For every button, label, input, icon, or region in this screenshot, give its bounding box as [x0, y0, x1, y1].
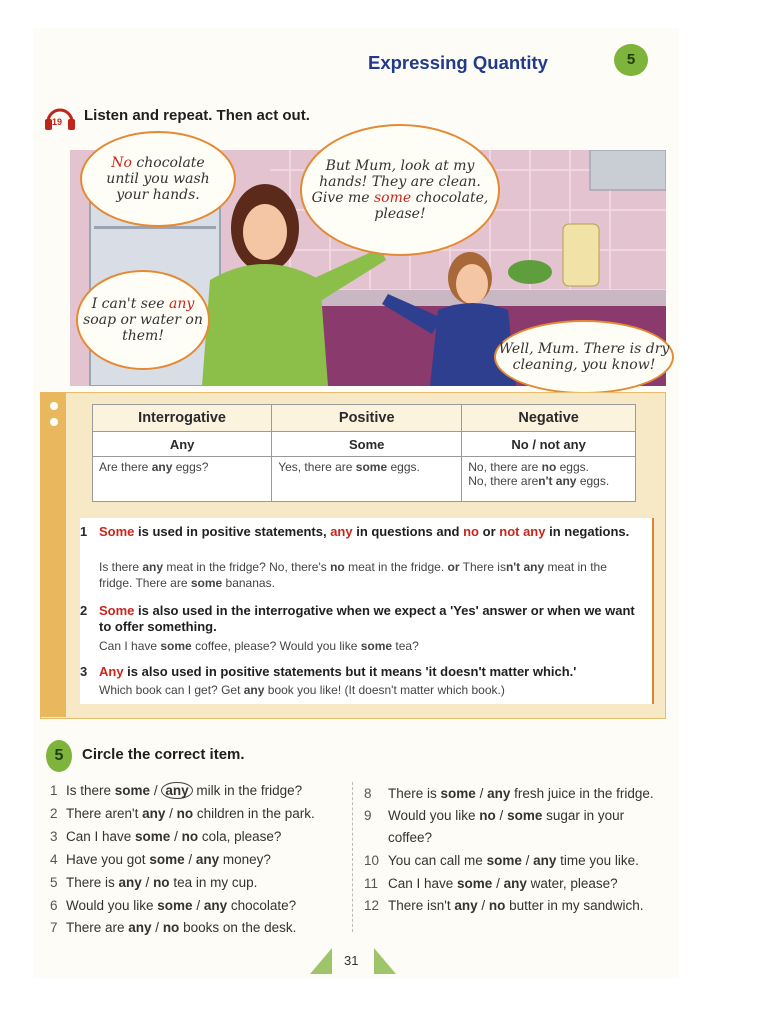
- bubble-line: Well, Mum. There is dry: [498, 341, 670, 357]
- bubble-line: them!: [122, 328, 164, 344]
- exercise-item: 4 Have you got some / any money?: [50, 852, 271, 867]
- rule-heading: Some is also used in the interrogative when we expect a 'Yes' answer or when we want to offer something.: [99, 603, 635, 634]
- example-text: Yes, there are some eggs.: [278, 460, 420, 474]
- answer-option[interactable]: some: [486, 853, 522, 868]
- exercise-item: 8 There is some / any fresh juice in the fridge.: [364, 786, 654, 801]
- exercise-item: 1 Is there some / any milk in the fridge?: [50, 783, 303, 798]
- example-cell: [272, 457, 462, 502]
- item-number: 2: [50, 806, 58, 821]
- answer-option[interactable]: any: [503, 876, 527, 891]
- rule-number: 3: [80, 664, 88, 679]
- answer-option[interactable]: any: [128, 920, 152, 935]
- answer-option[interactable]: no: [181, 829, 199, 844]
- rule-number: 2: [80, 603, 88, 618]
- answer-option[interactable]: any: [487, 786, 511, 801]
- strip-dot: [50, 418, 58, 426]
- answer-option[interactable]: no: [153, 875, 170, 890]
- exercise-item: 3 Can I have some / no cola, please?: [50, 829, 282, 844]
- item-number: 1: [50, 783, 58, 798]
- strip-dot: [50, 402, 58, 410]
- item-number: 5: [50, 875, 58, 890]
- rule-number: 1: [80, 524, 88, 539]
- item-number: 12: [364, 898, 380, 913]
- exercise-item: 9 Would you like no / some sugar in your: [364, 808, 625, 823]
- exercise-item: 7 There are any / no books on the desk.: [50, 920, 297, 935]
- grammar-table: [92, 404, 636, 502]
- rule-example: Can I have some coffee, please? Would you like some tea?: [99, 639, 419, 653]
- exercise-item: 6 Would you like some / any chocolate?: [50, 898, 297, 913]
- grammar-table-example-row: [93, 457, 636, 502]
- bubble-line: cleaning, you know!: [512, 357, 656, 373]
- rule-example: Which book can I get? Get any book you like! (It doesn't matter which book.): [99, 683, 505, 697]
- answer-option[interactable]: some: [135, 829, 171, 844]
- page-number: 31: [344, 953, 359, 968]
- listen-instruction: Listen and repeat. Then act out.: [84, 107, 310, 124]
- rule-example: Is there any meat in the fridge? No, there's no meat in the fridge. or There isn't any meat in the fridge. There are some bananas.: [99, 560, 607, 590]
- rule-heading: Any is also used in positive statements but it means 'it doesn't matter which.': [99, 664, 577, 679]
- answer-option[interactable]: some: [114, 783, 151, 798]
- subhead-cell: Any: [93, 432, 272, 457]
- subhead-cell: No / not any: [462, 432, 636, 457]
- grammar-table-subhead-row: [93, 432, 636, 457]
- speech-bubble-boy-1: [300, 124, 500, 256]
- bubble-line: please!: [374, 206, 426, 222]
- answer-option[interactable]: any: [161, 782, 192, 799]
- answer-option[interactable]: any: [195, 852, 220, 867]
- item-number: 9: [364, 808, 372, 823]
- answer-option[interactable]: any: [454, 898, 478, 913]
- item-number: 10: [364, 853, 380, 868]
- bubble-line: soap or water on: [83, 312, 203, 328]
- example-cell: [462, 457, 636, 502]
- column-header: Interrogative: [93, 405, 272, 432]
- answer-option[interactable]: no: [488, 898, 506, 913]
- answer-option[interactable]: any: [118, 875, 142, 890]
- bubble-line: your hands.: [116, 187, 200, 203]
- grammar-table-header-row: [93, 405, 636, 432]
- exercise-item: 11 Can I have some / any water, please?: [364, 876, 618, 891]
- exercise-item-continuation: coffee?: [388, 830, 433, 845]
- unit-number-badge: 5: [614, 44, 648, 76]
- exercise-item: 5 There is any / no tea in my cup.: [50, 875, 258, 890]
- item-number: 7: [50, 920, 58, 935]
- grammar-box-strip: [40, 392, 66, 717]
- bubble-line: But Mum, look at my: [325, 158, 475, 174]
- answer-option[interactable]: some: [507, 808, 543, 823]
- item-number: 4: [50, 852, 58, 867]
- example-text: No, there aren't any eggs.: [468, 474, 610, 488]
- exercise-number-badge: 5: [46, 740, 72, 772]
- bubble-line: until you wash: [106, 171, 210, 187]
- exercise-item: 2 There aren't any / no children in the park.: [50, 806, 315, 821]
- item-number: 11: [364, 876, 379, 891]
- answer-option[interactable]: some: [157, 898, 193, 913]
- track-number: 19: [52, 117, 63, 127]
- bubble-line: hands! They are clean.: [319, 174, 481, 190]
- answer-option[interactable]: some: [440, 786, 476, 801]
- speech-bubble-mother-2: [76, 270, 210, 370]
- answer-option[interactable]: no: [479, 808, 496, 823]
- exercise-instruction: Circle the correct item.: [82, 746, 245, 763]
- speech-bubble-boy-2: [494, 320, 674, 394]
- column-divider: [352, 782, 353, 932]
- answer-option[interactable]: no: [176, 806, 194, 821]
- column-header: Positive: [272, 405, 462, 432]
- exercise-item: 10 You can call me some / any time you like.: [364, 853, 639, 868]
- bubble-line: Give me some chocolate,: [311, 190, 489, 206]
- answer-option[interactable]: any: [533, 853, 557, 868]
- item-number: 3: [50, 829, 58, 844]
- unit-title: Expressing Quantity: [368, 52, 548, 73]
- rule-heading: Some is used in positive statements, any in questions and no or not any in negations.: [99, 524, 630, 539]
- answer-option[interactable]: some: [457, 876, 493, 891]
- exercise-item: 12 There isn't any / no butter in my sandwich.: [364, 898, 644, 913]
- example-text: Are there any eggs?: [99, 460, 209, 474]
- item-number: 8: [364, 786, 372, 801]
- example-text: No, there are no eggs.: [468, 460, 589, 474]
- example-cell: [93, 457, 272, 502]
- speech-bubble-mother-1: [80, 131, 236, 227]
- answer-option[interactable]: any: [142, 806, 166, 821]
- column-header: Negative: [462, 405, 636, 432]
- bubble-line: I can't see any: [91, 296, 195, 312]
- answer-option[interactable]: some: [149, 852, 185, 867]
- answer-option[interactable]: any: [203, 898, 228, 913]
- subhead-cell: Some: [272, 432, 462, 457]
- item-number: 6: [50, 898, 58, 913]
- bubble-line: No chocolate: [111, 155, 205, 171]
- answer-option[interactable]: no: [162, 920, 180, 935]
